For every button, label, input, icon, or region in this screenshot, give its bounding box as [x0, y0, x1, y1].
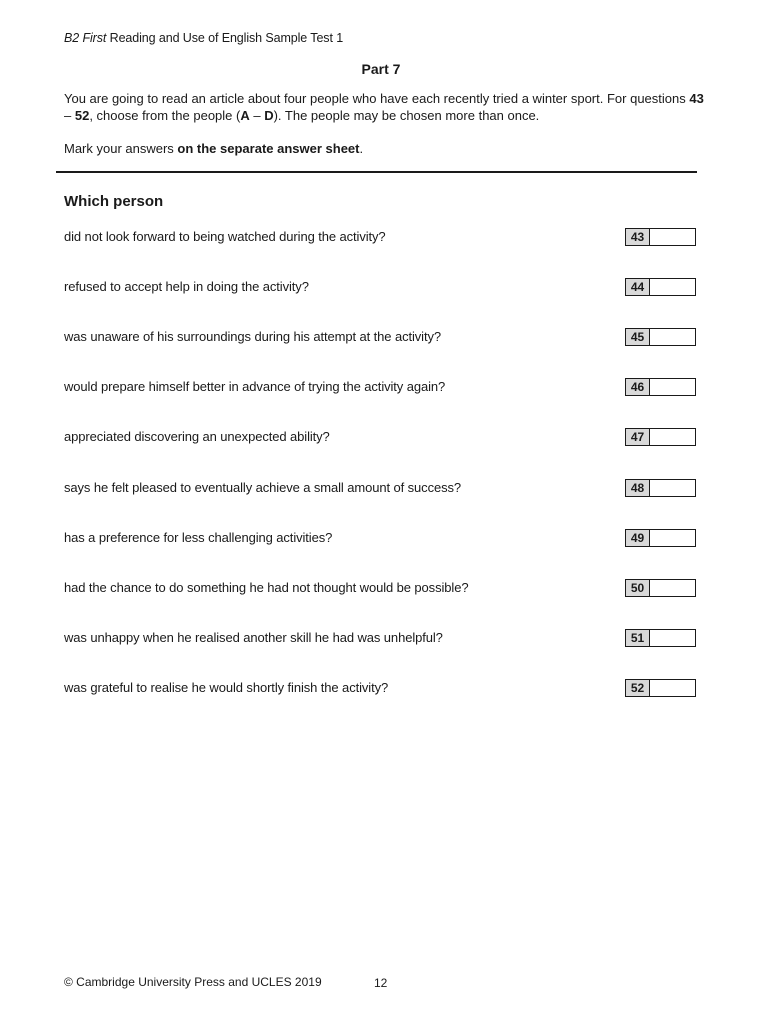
instructions: [64, 91, 704, 124]
question-number: 52: [626, 680, 650, 696]
question-number: 46: [626, 379, 650, 395]
question-number: 43: [626, 229, 650, 245]
which-person-heading: Which person: [64, 193, 164, 210]
question-number: 48: [626, 480, 650, 496]
instructions-text-1: You are going to read an article about four people who have each recently tried a winter sport. For questions: [64, 91, 690, 106]
question-number: 49: [626, 530, 650, 546]
answer-field[interactable]: [650, 530, 695, 546]
letter-a: A: [240, 107, 250, 123]
question-range-start: 43: [689, 91, 704, 106]
question-number: 44: [626, 279, 650, 295]
exam-brand: B2 First: [64, 31, 107, 45]
answer-field[interactable]: [650, 630, 695, 646]
question-number: 45: [626, 329, 650, 345]
answer-field[interactable]: [650, 229, 695, 245]
question-text: appreciated discovering an unexpected ability?: [64, 429, 330, 445]
answer-box: [625, 479, 696, 497]
answer-field[interactable]: [650, 429, 695, 445]
question-text: refused to accept help in doing the activity?: [64, 279, 309, 295]
question-number: 47: [626, 429, 650, 445]
answer-sheet-note: [64, 141, 363, 156]
section-divider: [56, 171, 697, 173]
answer-box: [625, 529, 696, 547]
answer-box: [625, 378, 696, 396]
part-title: Part 7: [361, 61, 401, 77]
answer-box: [625, 328, 696, 346]
instructions-text-2: , choose from the people (: [89, 107, 241, 123]
question-text: says he felt pleased to eventually achieve a small amount of success?: [64, 479, 462, 495]
answer-sheet-emphasis: on the separate answer sheet: [177, 141, 360, 156]
question-text: was unhappy when he realised another skill he had was unhelpful?: [64, 629, 443, 645]
running-header: [64, 31, 343, 45]
question-range-end: 52: [74, 107, 90, 123]
question-text: had the chance to do something he had not thought would be possible?: [64, 579, 469, 595]
answer-field[interactable]: [650, 329, 695, 345]
question-text: was unaware of his surroundings during his attempt at the activity?: [64, 329, 442, 345]
answer-box: [625, 228, 696, 246]
question-number: 51: [626, 630, 650, 646]
instructions-dash-2: –: [249, 107, 265, 123]
copyright-footer: © Cambridge University Press and UCLES 2019: [64, 975, 322, 989]
answer-box: [625, 679, 696, 697]
letter-d: D: [264, 107, 274, 123]
page-number: 12: [374, 976, 388, 990]
answer-field[interactable]: [650, 580, 695, 596]
answer-sheet-note-text: Mark your answers: [64, 141, 178, 156]
answer-box: [625, 579, 696, 597]
answer-field[interactable]: [650, 680, 695, 696]
test-name: Reading and Use of English Sample Test 1: [106, 31, 344, 45]
instructions-text-3: ). The people may be chosen more than once.: [273, 107, 540, 123]
answer-field[interactable]: [650, 480, 695, 496]
answer-box: [625, 278, 696, 296]
instructions-dash-1: –: [64, 107, 75, 123]
answer-field[interactable]: [650, 379, 695, 395]
answer-field[interactable]: [650, 279, 695, 295]
question-number: 50: [626, 580, 650, 596]
question-text: would prepare himself better in advance of trying the activity again?: [64, 379, 446, 395]
question-text: was grateful to realise he would shortly finish the activity?: [64, 679, 389, 695]
question-text: did not look forward to being watched during the activity?: [64, 229, 386, 244]
question-text: has a preference for less challenging activities?: [64, 529, 333, 545]
answer-sheet-period: .: [359, 141, 364, 156]
answer-box: [625, 428, 696, 446]
answer-box: [625, 629, 696, 647]
